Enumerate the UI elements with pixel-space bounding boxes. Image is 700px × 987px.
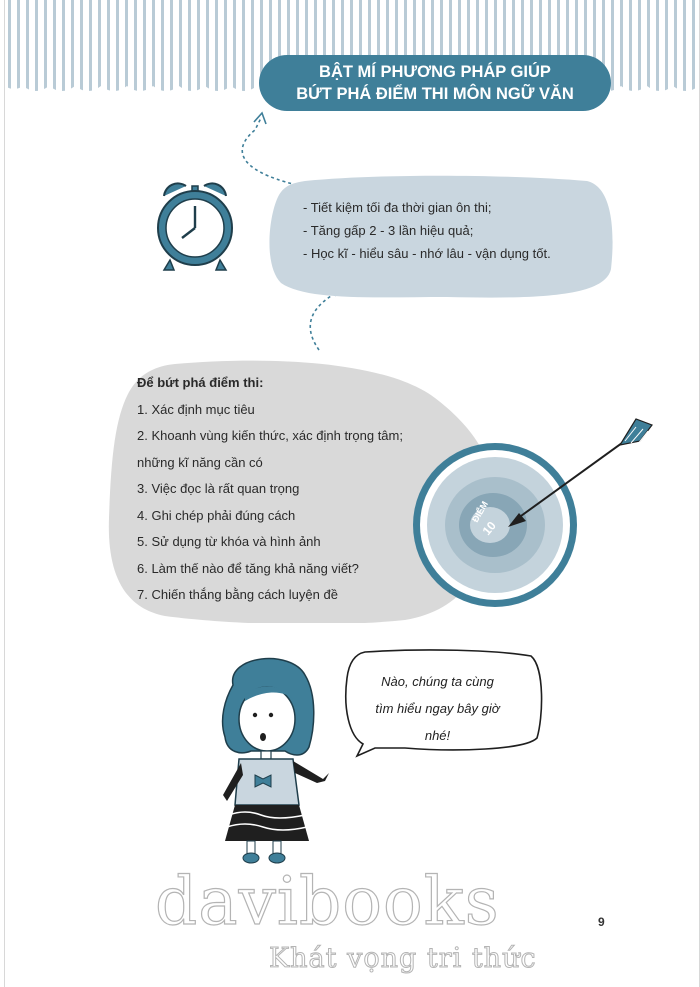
speech-line: Nào, chúng ta cùng xyxy=(381,674,494,689)
title-line-1: BẬT MÍ PHƯƠNG PHÁP GIÚP xyxy=(319,63,551,81)
benefits-list xyxy=(303,196,603,265)
page xyxy=(4,0,700,987)
step-item: những kĩ năng cần có xyxy=(137,454,263,470)
benefit-item: - Học kĩ - hiểu sâu - nhớ lâu - vận dụng tốt. xyxy=(303,246,551,261)
watermark-brand: davibooks xyxy=(155,863,500,940)
arrow-icon xyxy=(410,415,655,615)
benefit-item: - Tăng gấp 2 - 3 lần hiệu quả; xyxy=(303,223,474,238)
step-item: 4. Ghi chép phải đúng cách xyxy=(137,507,296,523)
step-item: 6. Làm thế nào để tăng khả năng viết? xyxy=(137,560,359,576)
girl-illustration xyxy=(205,655,335,865)
speech-line: nhé! xyxy=(424,728,451,743)
target-label: ĐIỂM xyxy=(470,499,490,524)
benefit-item: - Tiết kiệm tối đa thời gian ôn thi; xyxy=(303,200,492,215)
alarm-clock-icon xyxy=(150,178,240,274)
step-item: 3. Việc đọc là rất quan trọng xyxy=(137,481,300,496)
step-item: 7. Chiến thắng bằng cách luyện đề xyxy=(137,587,338,602)
page-number: 9 xyxy=(598,915,605,929)
title-line-2: BỨT PHÁ ĐIỂM THI MÔN NGỮ VĂN xyxy=(296,85,574,103)
speech-line: tìm hiểu ngay bây giờ xyxy=(375,701,500,716)
speech-text xyxy=(355,668,520,749)
watermark-slogan: Khát vọng tri thức xyxy=(269,943,537,974)
step-item: 1. Xác định mục tiêu xyxy=(137,401,255,417)
target-score: 10 xyxy=(479,518,499,538)
steps-heading: Để bứt phá điểm thi: xyxy=(137,375,264,390)
step-item: 5. Sử dụng từ khóa và hình ảnh xyxy=(137,534,321,549)
title-banner xyxy=(259,55,611,111)
step-item: 2. Khoanh vùng kiến thức, xác định trọng tâm; xyxy=(137,428,403,443)
